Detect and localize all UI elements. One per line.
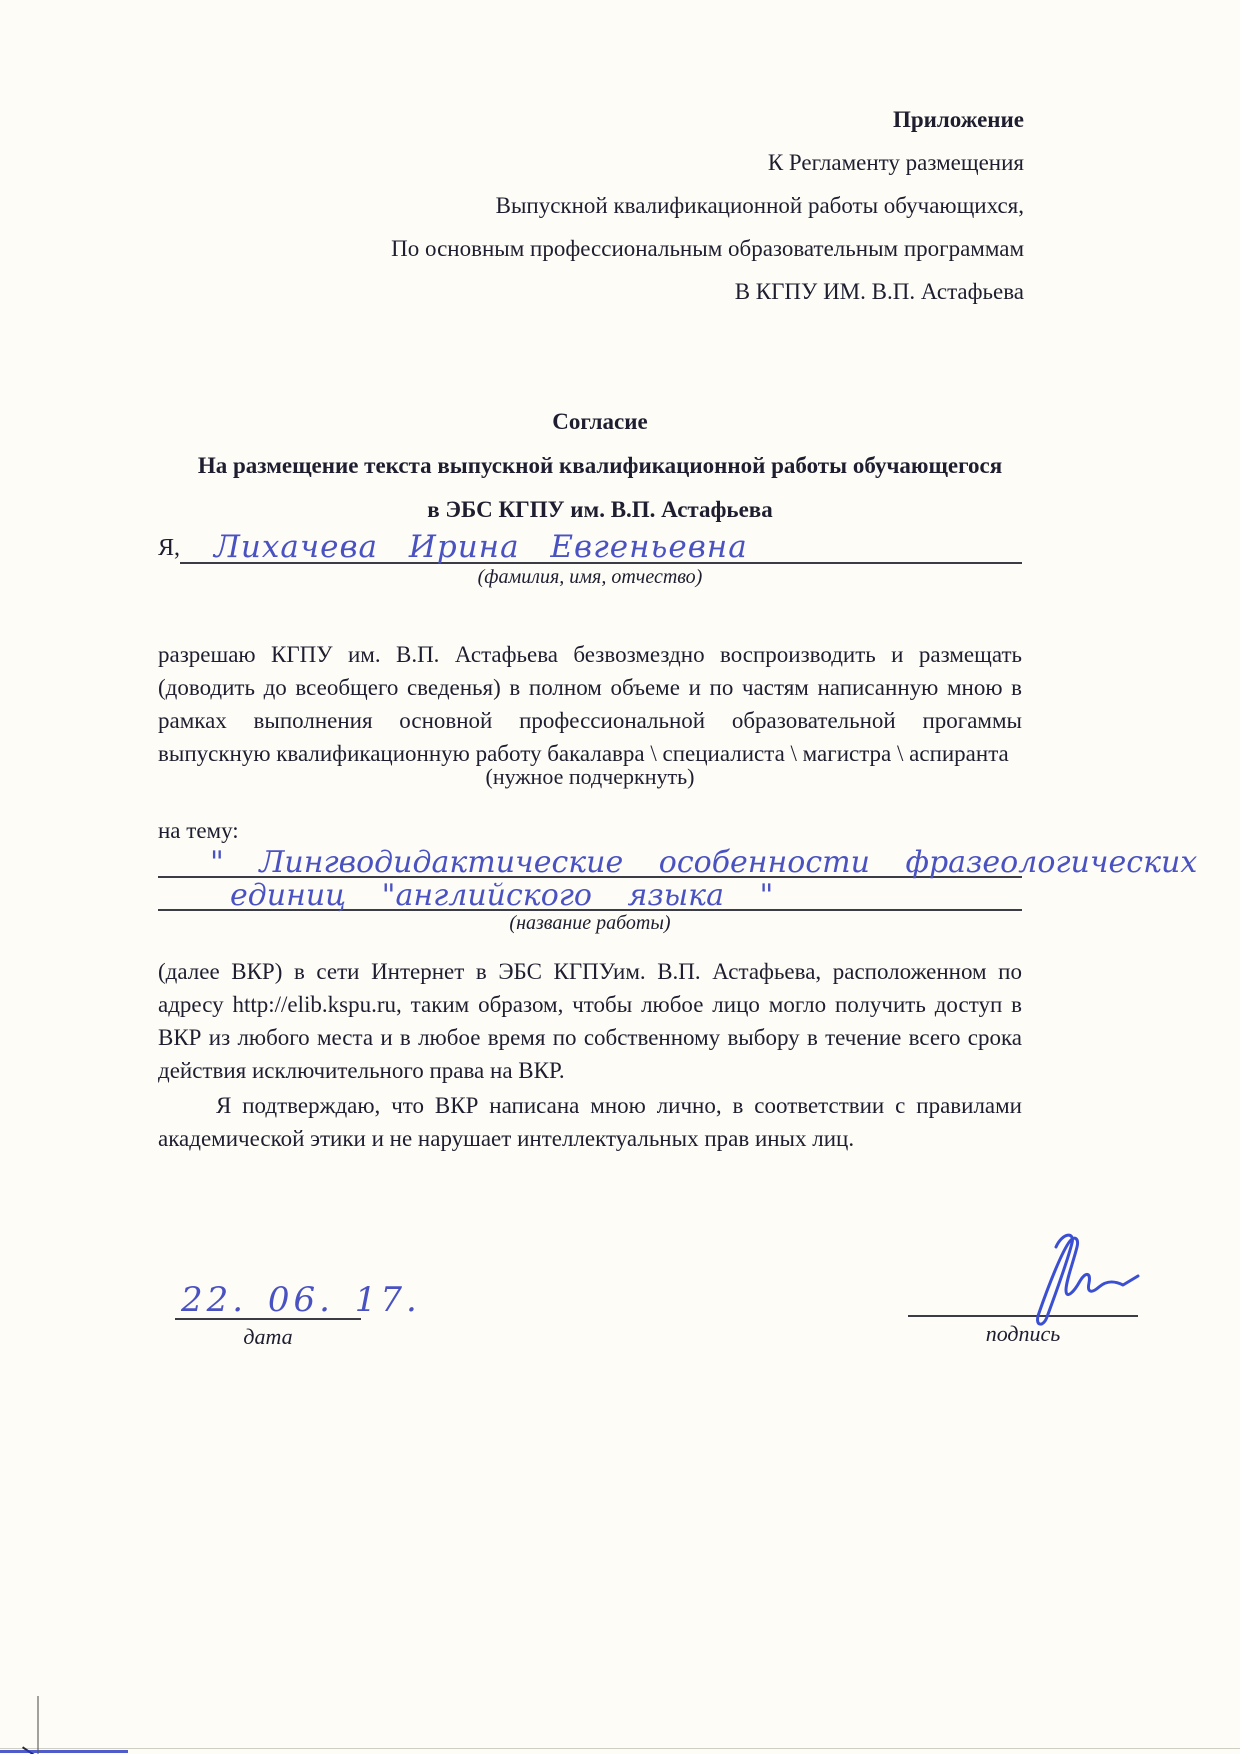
handwritten-topic-line-1: " Лингводидактические особенности фразеологических	[210, 845, 1198, 880]
full-name-field	[180, 526, 1022, 564]
underline-hint: (нужное подчеркнуть)	[485, 764, 695, 789]
full-name-row	[158, 528, 1022, 564]
title-line: На размещение текста выпускной квалификационной работы обучающегося	[197, 453, 1003, 478]
topic-field-line-1	[158, 842, 1198, 880]
title-line: в ЭБС КГПУ им. В.П. Астафьева	[427, 497, 773, 522]
permission-paragraph: разрешаю КГПУ им. В.П. Астафьева безвозмездно воспроизводить и размещать (доводить до всеобщего сведенья) в полном объеме и по частям написанную мною в рамках выполнения основной профессиональной образовательной прогаммы выпускную квалификационную работу бакалавра \ специалиста \ магистра \ аспиранта	[158, 642, 1022, 766]
topic-label: на тему:	[158, 818, 239, 843]
scan-artifact-bottom-edge	[0, 1748, 1240, 1749]
handwritten-signature-icon	[978, 1229, 1148, 1329]
vkr-paragraph: (далее ВКР) в сети Интернет в ЭБС КГПУим. В.П. Астафьева, расположенном по адресу http://elib.kspu.ru, таким образом, чтобы любое лицо могло получить доступ в ВКР из любого места и в любое время по собственному выбору в течение всего срока действия исключительного права на ВКР.	[158, 959, 1022, 1083]
date-block	[175, 1280, 421, 1350]
header-line: В КГПУ ИМ. В.П. Астафьева	[734, 279, 1024, 304]
scan-artifact-left-edge	[37, 1696, 39, 1754]
scan-artifact-blue-streak	[0, 1750, 128, 1753]
name-prefix: Я,	[158, 535, 181, 561]
document-title	[120, 400, 1080, 532]
handwritten-full-name: Лихачева Ирина Евгеньевна	[214, 529, 748, 565]
full-name-caption: (фамилия, имя, отчество)	[477, 566, 703, 588]
document-header	[158, 98, 1024, 313]
signature-block	[908, 1277, 1138, 1347]
topic-field-line-2	[158, 875, 1022, 911]
header-line: К Регламенту размещения	[767, 150, 1024, 175]
signature-label: подпись	[985, 1321, 1061, 1346]
header-line: По основным профессиональным образовательным программам	[391, 236, 1024, 261]
handwritten-topic-line-2: единиц "английского языка "	[230, 878, 774, 913]
date-label: дата	[243, 1324, 293, 1349]
header-line: Приложение	[892, 107, 1024, 132]
title-line: Согласие	[552, 409, 648, 434]
date-field	[175, 1280, 421, 1320]
confirmation-paragraph: Я подтверждаю, что ВКР написана мною лично, в соответствии с правилами академической этики и не нарушает интеллектуальных прав иных лиц.	[158, 1093, 1022, 1151]
handwritten-date: 22. 06. 17.	[181, 1280, 421, 1320]
signature-field	[908, 1277, 1138, 1317]
topic-caption: (название работы)	[509, 912, 671, 934]
header-line: Выпускной квалификационной работы обучающихся,	[495, 193, 1024, 218]
